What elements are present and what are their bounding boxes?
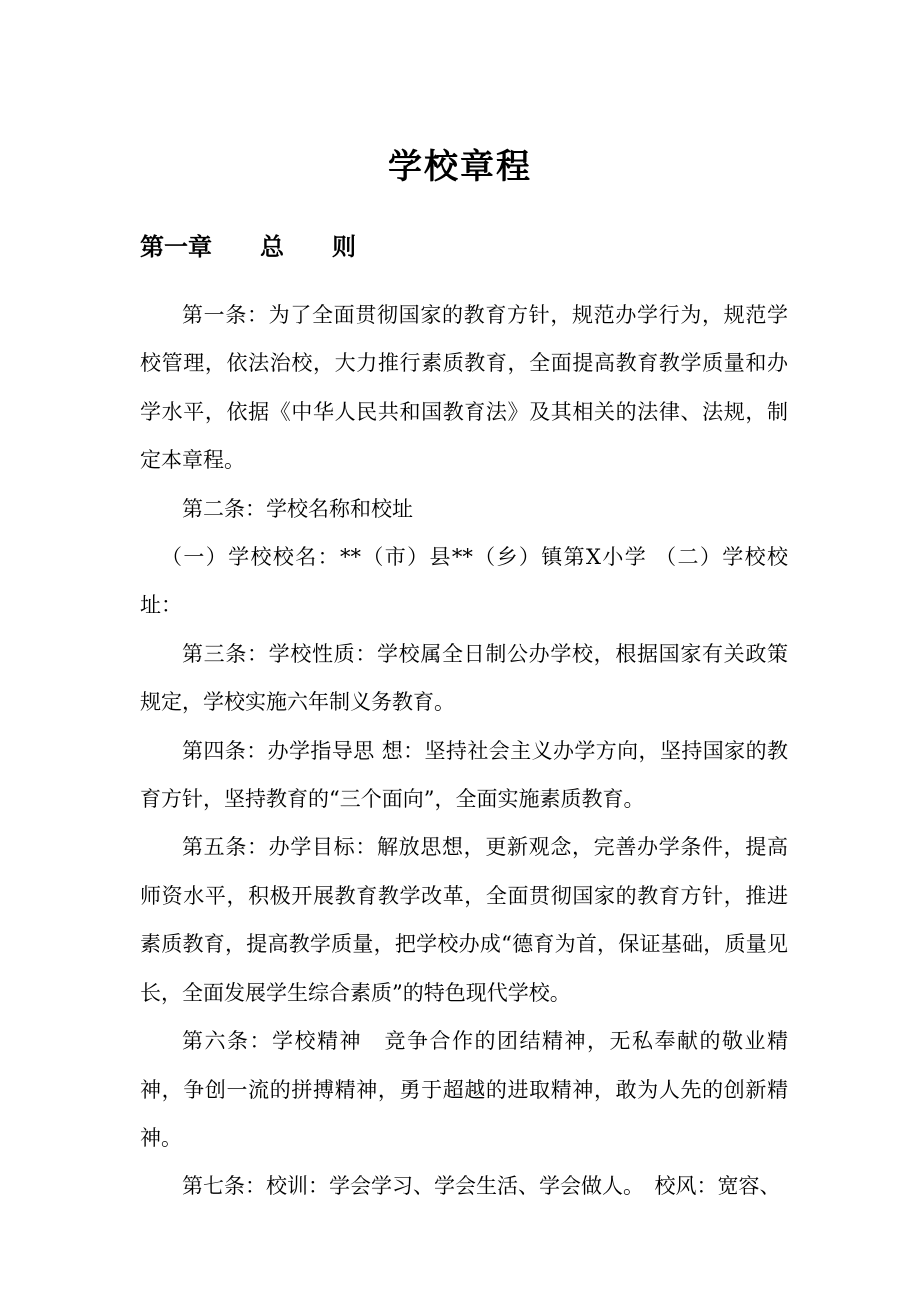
article-1-paragraph: 第一条：为了全面贯彻国家的教育方针，规范办学行为，规范学校管理，依法治校，大力推行素质教育，全面提高教育教学质量和办学水平，依据《中华人民共和国教育法》及其相关的法律、法规，制定本章程。 (140, 303, 788, 473)
article-3-paragraph: 第三条：学校性质：学校属全日制公办学校，根据国家有关政策规定，学校实施六年制义务教育。 (140, 641, 788, 715)
article-6-paragraph: 第六条：学校精神 竞争合作的团结精神，无私奉献的敬业精神，争创一流的拼搏精神，勇于超越的进取精神，敢为人先的创新精神。 (140, 1029, 788, 1150)
article-4-paragraph: 第四条：办学指导思 想：坚持社会主义办学方向，坚持国家的教育方针，坚持教育的“三个面向”，全面实施素质教育。 (140, 738, 788, 812)
document-body (140, 291, 788, 1211)
chapter-heading: 第一章 总 则 (140, 233, 356, 261)
article-7-paragraph: 第七条：校训：学会学习、学会生活、学会做人。 校风：宽容、 (182, 1174, 781, 1199)
document-title: 学校章程 (388, 147, 532, 187)
article-5-paragraph: 第五条：办学目标：解放思想，更新观念，完善办学条件，提高师资水平，积极开展教育教学改革，全面贯彻国家的教育方针，推进素质教育，提高教学质量，把学校办成“德育为首，保证基础，质量见长，全面发展学生综合素质”的特色现代学校。 (140, 835, 788, 1005)
school-name-address-paragraph: （一）学校校名：**（市）县**（乡）镇第X小学 （二）学校校址： (140, 545, 788, 618)
article-2-paragraph: 第二条：学校名称和校址 (182, 496, 413, 521)
